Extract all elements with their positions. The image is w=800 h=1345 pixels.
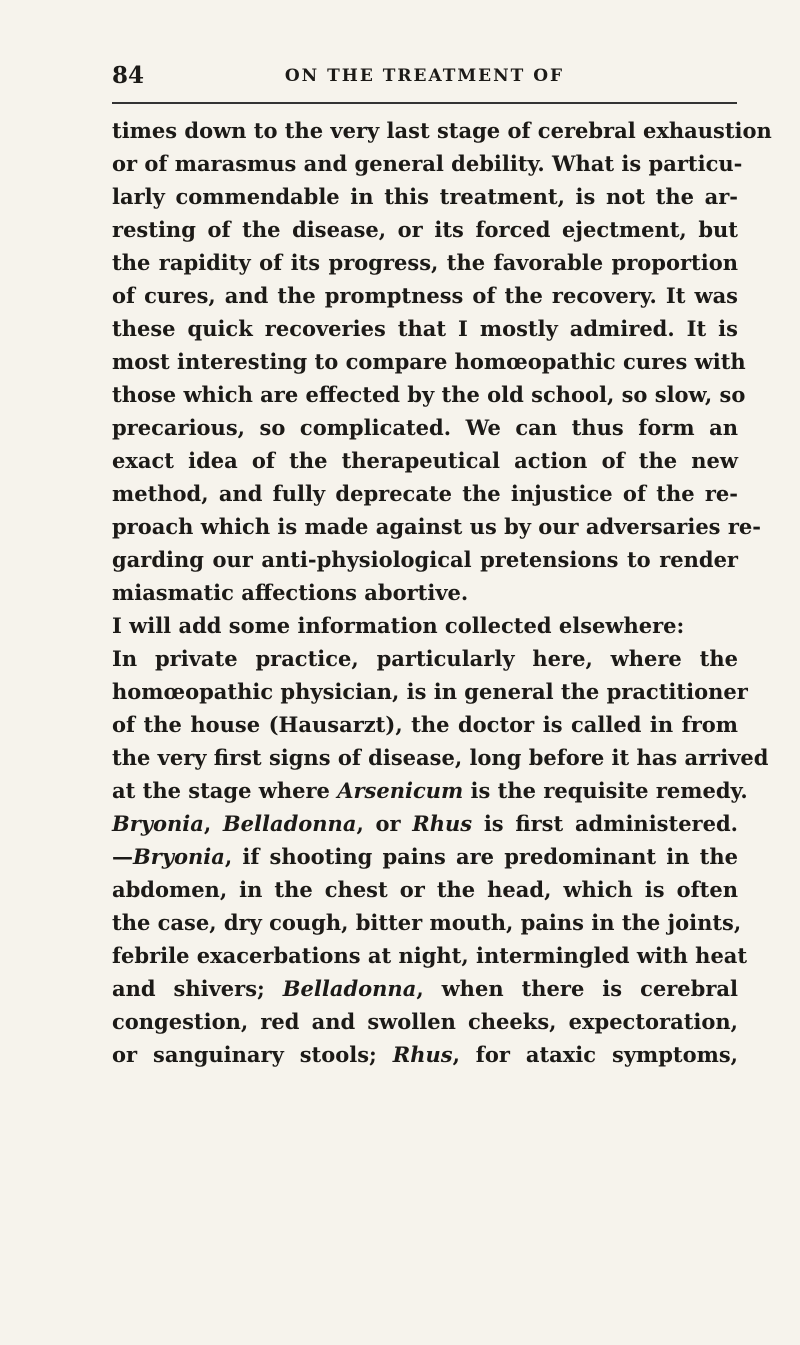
text-line: most interesting to compare homœopathic cures with	[112, 349, 746, 374]
remedy-name: Rhus	[392, 1042, 453, 1067]
text-line: or sanguinary stools; Rhus, for ataxic symptoms,	[112, 1042, 738, 1067]
text-line: or of marasmus and general debility. What is particu-	[112, 151, 743, 176]
text-line: congestion, red and swollen cheeks, expectoration,	[112, 1009, 738, 1034]
text-line: abdomen, in the chest or the head, which is often	[112, 877, 738, 902]
text-line: proach which is made against us by our adversaries re-	[112, 514, 761, 539]
remedy-name: Belladonna	[222, 811, 357, 836]
text-line: the very first signs of disease, long before it has arrived	[112, 745, 769, 770]
remedy-name: Arsenicum	[337, 778, 464, 803]
text-line: miasmatic affections abortive.	[112, 580, 469, 605]
text-line: the rapidity of its progress, the favorable proportion	[112, 250, 738, 275]
text-line: febrile exacerbations at night, intermingled with heat	[112, 943, 748, 968]
text-line: those which are effected by the old school, so slow, so	[112, 382, 746, 407]
text-line: precarious, so complicated. We can thus form an	[112, 415, 738, 440]
text-line: homœopathic physician, is in general the practitioner	[112, 679, 748, 704]
remedy-name: Belladonna	[282, 976, 417, 1001]
header-rule	[112, 102, 737, 104]
text-line: these quick recoveries that I mostly admired. It is	[112, 316, 738, 341]
remedy-name: Bryonia	[112, 811, 204, 836]
remedy-name: Rhus	[412, 811, 473, 836]
text-line: exact idea of the therapeutical action of the new	[112, 448, 738, 473]
page-header	[112, 62, 737, 92]
text-line: garding our anti-physiological pretensions to render	[112, 547, 738, 572]
remedy-name: Bryonia	[133, 844, 225, 869]
text-line: of cures, and the promptness of the recovery. It was	[112, 283, 738, 308]
body-text	[112, 114, 772, 1071]
text-line: —Bryonia, if shooting pains are predominant in the	[112, 844, 738, 869]
text-line: Bryonia, Belladonna, or Rhus is first administered.	[112, 811, 738, 836]
text-line: I will add some information collected elsewhere:	[112, 613, 685, 638]
text-line: In private practice, particularly here, where the	[112, 646, 738, 671]
text-line: times down to the very last stage of cerebral exhaustion	[112, 118, 772, 143]
text-line: method, and fully deprecate the injustice of the re-	[112, 481, 738, 506]
running-head: ON THE TREATMENT OF	[284, 66, 565, 86]
page-number: 84	[112, 62, 145, 89]
text-line: and shivers; Belladonna, when there is cerebral	[112, 976, 738, 1001]
text-line: of the house (Hausarzt), the doctor is called in from	[112, 712, 738, 737]
text-line: at the stage where Arsenicum is the requisite remedy.	[112, 778, 748, 803]
text-line: resting of the disease, or its forced ejectment, but	[112, 217, 738, 242]
text-line: larly commendable in this treatment, is not the ar-	[112, 184, 738, 209]
text-line: the case, dry cough, bitter mouth, pains in the joints,	[112, 910, 742, 935]
